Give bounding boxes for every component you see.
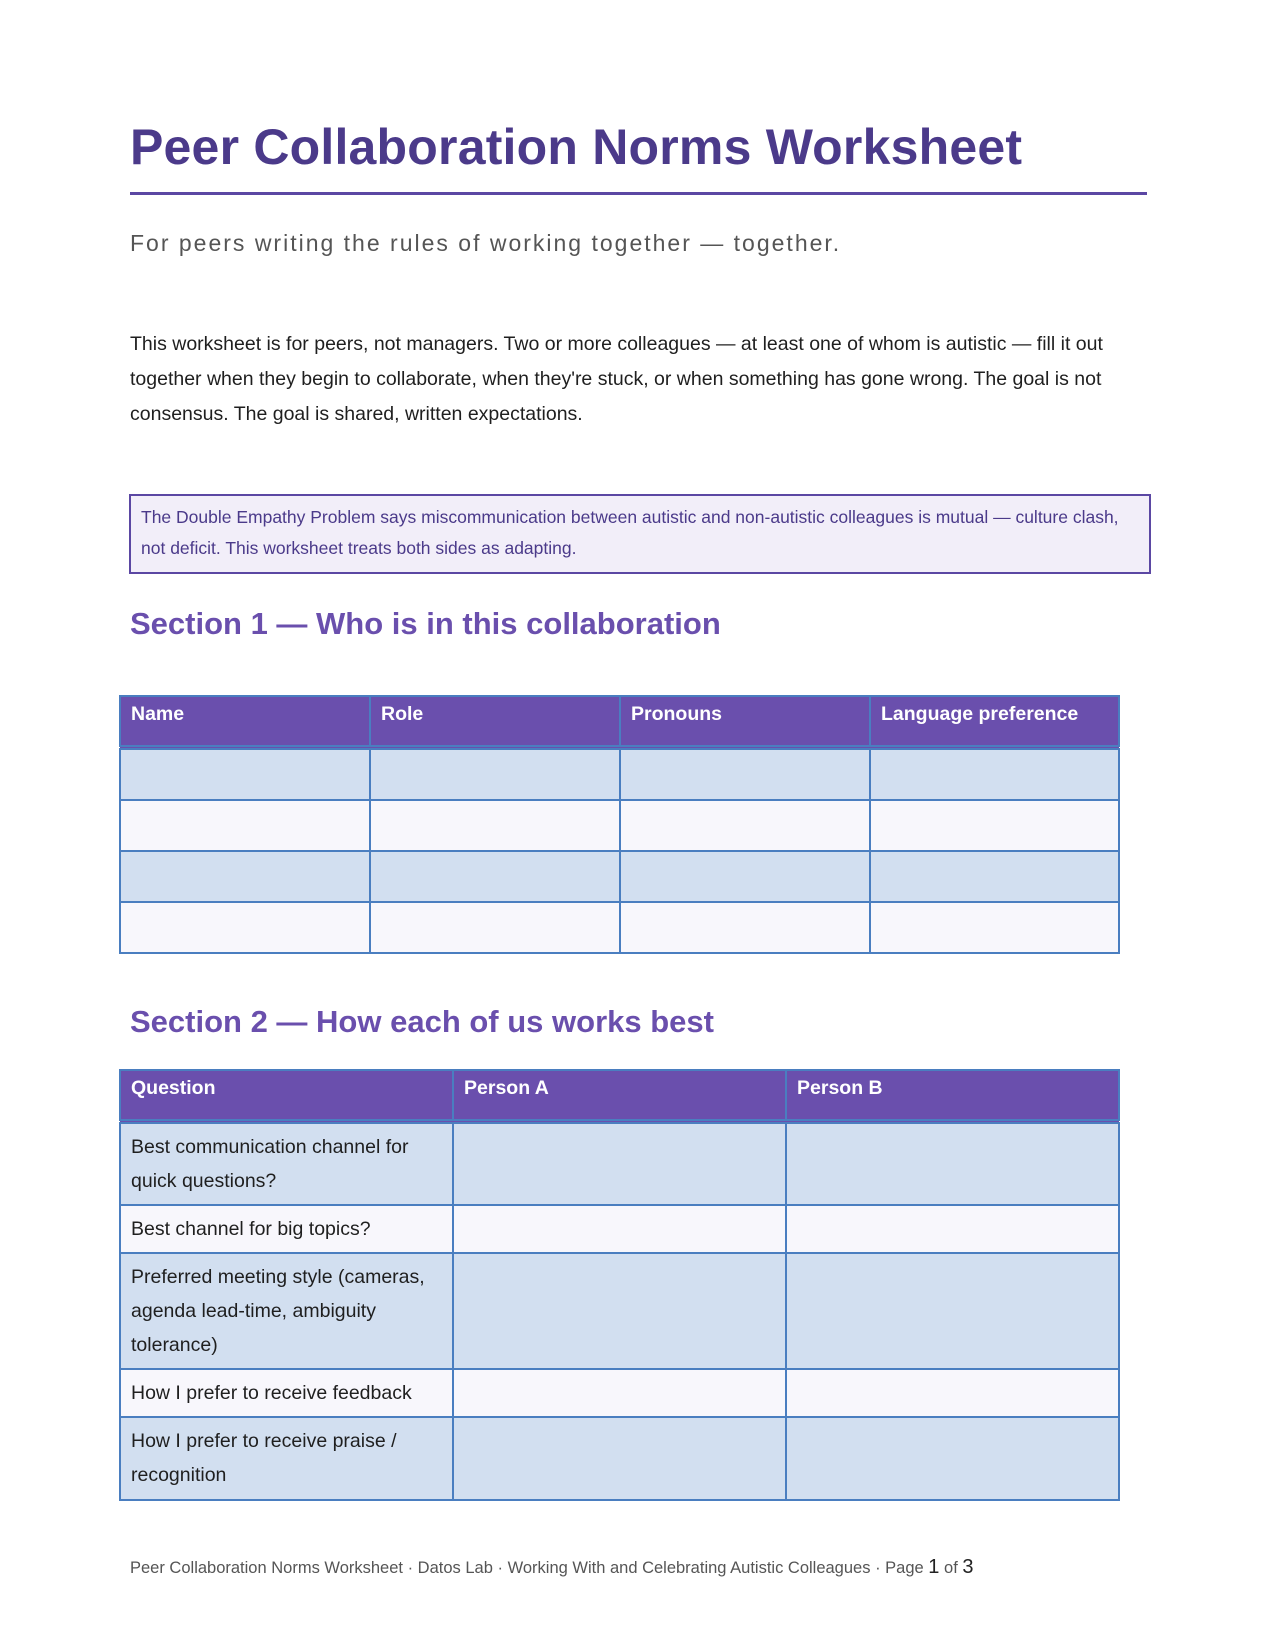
section-2-title: Section 2 — How each of us works best bbox=[130, 1004, 714, 1039]
question-cell: How I prefer to receive praise / recognition bbox=[120, 1417, 453, 1500]
footer-page-current: 1 bbox=[928, 1556, 940, 1578]
column-header-name: Name bbox=[120, 696, 370, 748]
role-cell[interactable] bbox=[370, 748, 620, 801]
person-b-cell[interactable] bbox=[786, 1417, 1119, 1500]
footer-separator: · bbox=[875, 1559, 881, 1577]
column-header-role: Role bbox=[370, 696, 620, 748]
page-subtitle: For peers writing the rules of working together — together. bbox=[130, 230, 842, 256]
footer-page-of: of bbox=[944, 1559, 958, 1577]
name-cell[interactable] bbox=[120, 748, 370, 801]
table-header-row bbox=[120, 1070, 1119, 1122]
table-row bbox=[120, 902, 1119, 953]
table-row bbox=[120, 1205, 1119, 1253]
question-cell: How I prefer to receive feedback bbox=[120, 1369, 453, 1417]
table-header-row bbox=[120, 696, 1119, 748]
person-a-cell[interactable] bbox=[453, 1122, 786, 1205]
table-row bbox=[120, 1253, 1119, 1369]
column-header-pronouns: Pronouns bbox=[620, 696, 870, 748]
table-row bbox=[120, 748, 1119, 801]
person-a-cell[interactable] bbox=[453, 1417, 786, 1500]
table-row bbox=[120, 800, 1119, 851]
title-divider bbox=[130, 192, 1147, 195]
pronouns-cell[interactable] bbox=[620, 748, 870, 801]
name-cell[interactable] bbox=[120, 800, 370, 851]
language-preference-cell[interactable] bbox=[870, 800, 1119, 851]
language-preference-cell[interactable] bbox=[870, 851, 1119, 902]
role-cell[interactable] bbox=[370, 902, 620, 953]
person-b-cell[interactable] bbox=[786, 1122, 1119, 1205]
language-preference-cell[interactable] bbox=[870, 748, 1119, 801]
page-title: Peer Collaboration Norms Worksheet bbox=[130, 119, 1023, 175]
pronouns-cell[interactable] bbox=[620, 902, 870, 953]
name-cell[interactable] bbox=[120, 902, 370, 953]
double-empathy-callout: The Double Empathy Problem says miscommunication between autistic and non-autistic colleagues is mutual — culture clash, not deficit. This worksheet treats both sides as adapting. bbox=[129, 494, 1151, 574]
table-row bbox=[120, 1417, 1119, 1500]
footer-separator: · bbox=[497, 1559, 503, 1577]
person-b-cell[interactable] bbox=[786, 1205, 1119, 1253]
table-row bbox=[120, 1369, 1119, 1417]
section-1-title: Section 1 — Who is in this collaboration bbox=[130, 606, 721, 641]
table-row bbox=[120, 851, 1119, 902]
work-preferences-table bbox=[119, 1069, 1120, 1501]
intro-paragraph: This worksheet is for peers, not managers. Two or more colleagues — at least one of whom is autistic — fill it out together when they begin to collaborate, when they're stuck, or when something has gone wrong. The goal is not consensus. The goal is shared, written expectations. bbox=[130, 333, 1103, 425]
person-a-cell[interactable] bbox=[453, 1369, 786, 1417]
role-cell[interactable] bbox=[370, 800, 620, 851]
person-a-cell[interactable] bbox=[453, 1253, 786, 1369]
participants-table bbox=[119, 695, 1120, 954]
column-header-language-preference: Language preference bbox=[870, 696, 1119, 748]
pronouns-cell[interactable] bbox=[620, 851, 870, 902]
footer-page-total: 3 bbox=[962, 1556, 974, 1578]
question-cell: Best communication channel for quick questions? bbox=[120, 1122, 453, 1205]
footer-separator: · bbox=[407, 1559, 414, 1577]
name-cell[interactable] bbox=[120, 851, 370, 902]
person-b-cell[interactable] bbox=[786, 1253, 1119, 1369]
footer-page-label: Page bbox=[885, 1559, 924, 1577]
column-header-person-b: Person B bbox=[786, 1070, 1119, 1122]
column-header-question: Question bbox=[120, 1070, 453, 1122]
column-header-person-a: Person A bbox=[453, 1070, 786, 1122]
footer-program: Working With and Celebrating Autistic Colleagues bbox=[507, 1559, 871, 1577]
footer-org: Datos Lab bbox=[417, 1559, 493, 1577]
role-cell[interactable] bbox=[370, 851, 620, 902]
table-row bbox=[120, 1122, 1119, 1205]
page-footer bbox=[130, 1556, 974, 1579]
language-preference-cell[interactable] bbox=[870, 902, 1119, 953]
person-a-cell[interactable] bbox=[453, 1205, 786, 1253]
person-b-cell[interactable] bbox=[786, 1369, 1119, 1417]
question-cell: Preferred meeting style (cameras, agenda lead-time, ambiguity tolerance) bbox=[120, 1253, 453, 1369]
pronouns-cell[interactable] bbox=[620, 800, 870, 851]
footer-doc-title: Peer Collaboration Norms Worksheet bbox=[130, 1559, 403, 1577]
question-cell: Best channel for big topics? bbox=[120, 1205, 453, 1253]
